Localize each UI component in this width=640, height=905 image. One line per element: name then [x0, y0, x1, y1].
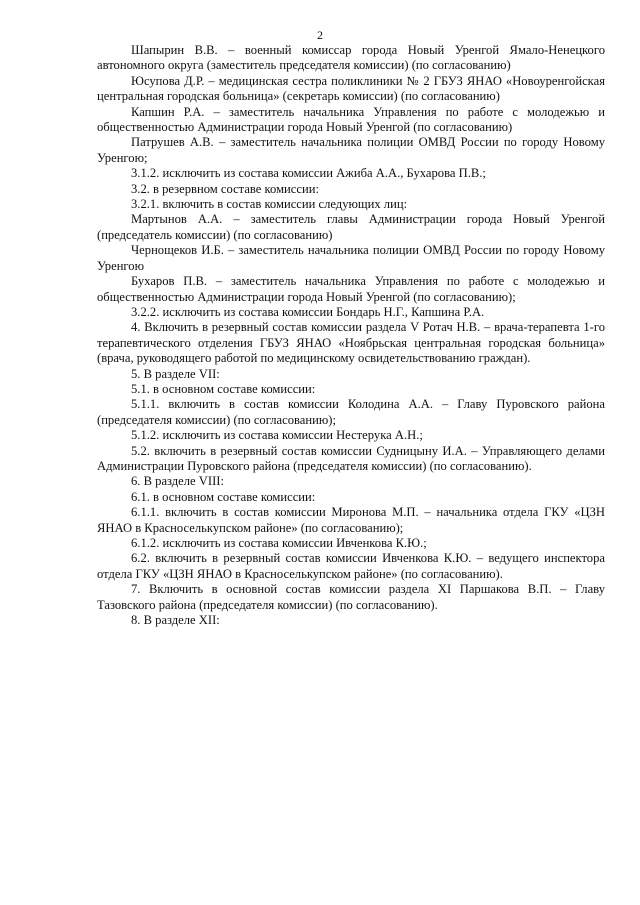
page-number: 2: [317, 28, 323, 42]
paragraph: Бухаров П.В. – заместитель начальника Управления по работе с молодежью и общественностью Администрации города Новый Уренгой (по согласованию);: [97, 274, 605, 304]
paragraph: Шапырин В.В. – военный комиссар города Новый Уренгой Ямало-Ненецкого автономного округа (заместитель председателя комиссии) (по согласованию): [97, 43, 605, 73]
paragraph: 6.1.1. включить в состав комиссии Миронова М.П. – начальника отдела ГКУ «ЦЗН ЯНАО в Красноселькупском районе» (по согласованию);: [97, 505, 605, 535]
paragraph: Капшин Р.А. – заместитель начальника Управления по работе с молодежью и общественностью Администрации города Новый Уренгой (по согласованию): [97, 104, 605, 135]
paragraph: 5.1. в основном составе комиссии:: [131, 381, 316, 396]
paragraph: Юсупова Д.Р. – медицинская сестра поликлиники № 2 ГБУЗ ЯНАО «Новоуренгойская центральная городская больница» (секретарь комиссии) (по согласованию): [97, 73, 605, 104]
paragraph: 5.1.1. включить в состав комиссии Колодина А.А. – Главу Пуровского района (председателя комиссии) (по согласованию);: [97, 397, 605, 427]
paragraph: 5.1.2. исключить из состава комиссии Нестерука А.Н.;: [131, 428, 423, 443]
paragraph: 6.2. включить в резервный состав комиссии Ивченкова К.Ю. – ведущего инспектора отдела ГКУ «ЦЗН ЯНАО в Красноселькупском районе» (по согласованию).: [97, 551, 605, 581]
paragraph: 3.1.2. исключить из состава комиссии Ажиба А.А., Бухарова П.В.;: [131, 166, 486, 181]
paragraph: 5. В разделе VII:: [131, 366, 220, 381]
paragraph: 6.1. в основном составе комиссии:: [131, 489, 316, 504]
paragraph: 6.1.2. исключить из состава комиссии Ивченкова К.Ю.;: [131, 536, 427, 550]
paragraph: 8. В разделе XII:: [131, 613, 220, 628]
paragraph: 5.2. включить в резервный состав комиссии Судницыну И.А. – Управляющего делами Администрации Пуровского района (председателя комиссии) (по согласованию).: [97, 443, 605, 473]
paragraph: 3.2.2. исключить из состава комиссии Бондарь Н.Г., Капшина Р.А.: [131, 304, 485, 319]
paragraph: 7. Включить в основной состав комиссии раздела XI Паршакова В.П. – Главу Тазовского района (председателя комиссии) (по согласованию).: [97, 582, 605, 612]
paragraph: Чернощеков И.Б. – заместитель начальника полиции ОМВД России по городу Новому Уренгою: [97, 243, 605, 273]
paragraph: 3.2.1. включить в состав комиссии следующих лиц:: [131, 197, 408, 212]
paragraph: 4. Включить в резервный состав комиссии раздела V Ротач Н.В. – врача-терапевта 1-го терапевтического отделения ГБУЗ ЯНАО «Ноябрьская центральная городская больница» (врача, руководящего работой по медицинскому освидетельствованию граждан).: [97, 320, 605, 366]
paragraph: Патрушев А.В. – заместитель начальника полиции ОМВД России по городу Новому Уренгою;: [97, 135, 605, 165]
paragraph: 3.2. в резервном составе комиссии:: [131, 181, 319, 196]
paragraph: 6. В разделе VIII:: [131, 474, 224, 489]
paragraph: Мартынов А.А. – заместитель главы Администрации города Новый Уренгой (председатель комиссии) (по согласованию): [97, 212, 605, 242]
document-body: [97, 43, 605, 628]
